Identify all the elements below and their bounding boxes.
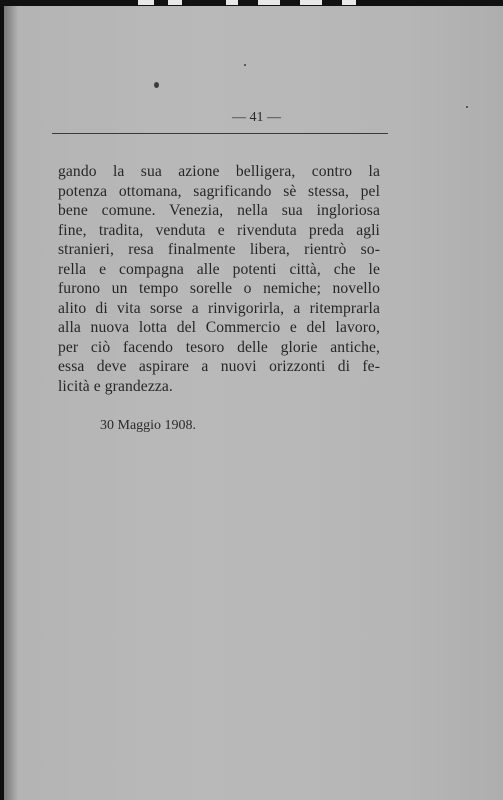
edge-mark: [226, 0, 238, 5]
closing-date: 30 Maggio 1908.: [100, 418, 197, 433]
text-line: fine, tradita, venduta e rivenduta preda agli: [58, 221, 380, 239]
edge-mark: [258, 0, 280, 5]
edge-mark: [168, 0, 182, 5]
ink-speck: [466, 106, 468, 108]
text-line: alla nuova lotta del Commercio e del lavoro,: [58, 319, 380, 336]
page-number: — 41 —: [232, 110, 281, 125]
text-line: alito di vita sorse a rinvigorirla, a ritemprarla: [58, 299, 380, 317]
edge-mark: [300, 0, 322, 5]
ink-speck: [244, 64, 246, 66]
text-line: furono un tempo sorelle o nemiche; novello: [58, 280, 380, 297]
text-line: rella e compagna alle potenti città, che le: [58, 260, 380, 278]
text-line: bene comune. Venezia, nella sua ingloriosa: [58, 202, 380, 219]
edge-mark: [342, 0, 356, 5]
book-page: [4, 6, 503, 800]
text-line: potenza ottomana, sagrificando sè stessa, pel: [58, 182, 380, 200]
text-line: gando la sua azione belligera, contro la: [58, 163, 380, 180]
header-rule: [52, 133, 388, 134]
ink-speck: [154, 82, 159, 88]
text-line: per ciò facendo tesoro delle glorie antiche,: [58, 338, 380, 356]
text-line: licità e grandezza.: [58, 377, 173, 395]
body-paragraph: [58, 162, 380, 396]
text-line: essa deve aspirare a nuovi orizzonti di fe-: [58, 358, 380, 375]
edge-mark: [138, 0, 154, 5]
text-line: stranieri, resa finalmente libera, rientrò so-: [58, 241, 380, 258]
